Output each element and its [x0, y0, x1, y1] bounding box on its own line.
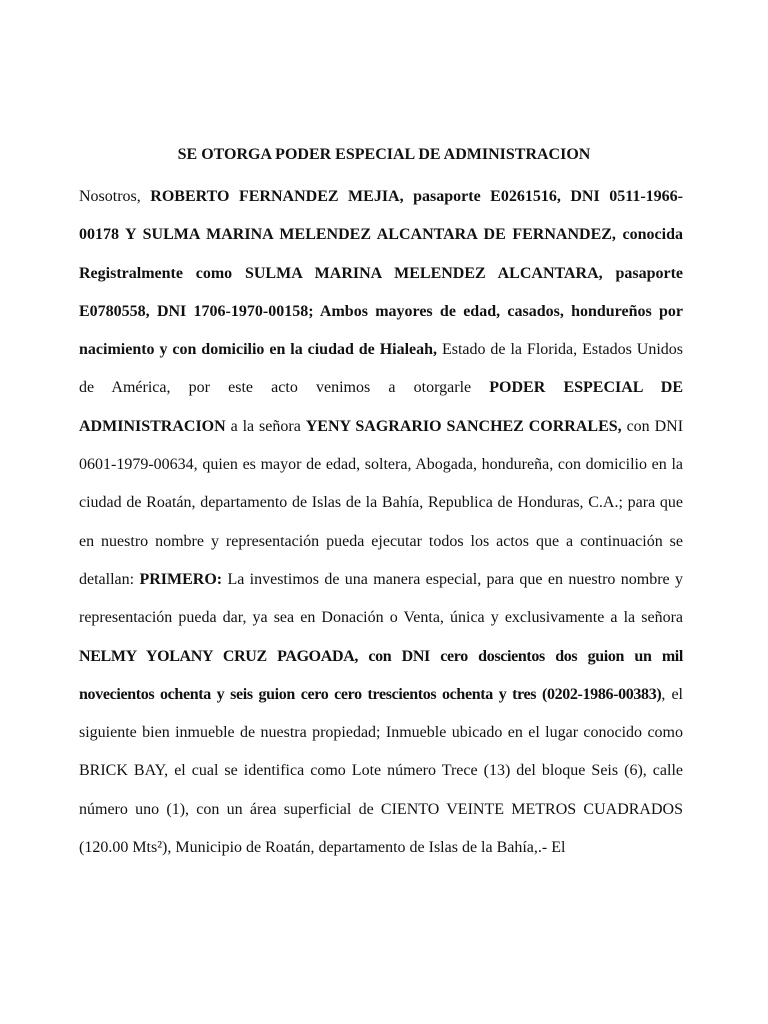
body-segment-intro: Nosotros, — [79, 188, 151, 205]
body-segment-residence: Estado de la Florida, Estados Unidos de América, por este acto venimos a otorgarle — [79, 341, 683, 397]
body-segment-grantors: ROBERTO FERNANDEZ MEJIA, pasaporte E0261516, DNI 0511-1966-00178 Y SULMA MARINA MELENDEZ ALCANTARA DE FERNANDEZ, conocida Registralmente como SULMA MARINA MELENDEZ ALCANTARA, pasaporte E0780558, DNI 1706-1970-00158; Ambos mayores de edad, casados, hondureños por nacimiento y con domicilio en la ciudad de Hialeah, — [79, 188, 683, 359]
body-segment-primero-text: La investimos de una manera especial, para que en nuestro nombre y representación pueda dar, ya sea en Donación o Venta, única y exclusivamente a la señora — [79, 570, 683, 627]
document-body-paragraph — [79, 178, 683, 867]
body-segment-beneficiary: NELMY YOLANY CRUZ PAGOADA, con DNI cero doscientos dos guion un mil novecientos ochenta y seis guion cero cero trescientos ochenta y tres (0202-1986-00383) — [79, 647, 683, 703]
body-segment-attorney-details: con DNI 0601-1979-00634, quien es mayor de edad, soltera, Abogada, hondureña, con domicilio en la ciudad de Roatán, departamento de Islas de la Bahía, Republica de Honduras, C.A.; para que en nuestro nombre y representación pueda ejecutar todos los actos que a continuación se detallan: — [79, 417, 684, 588]
body-segment-to-lady: a la señora — [225, 417, 306, 435]
body-segment-attorney-name: YENY SAGRARIO SANCHEZ CORRALES, — [305, 417, 622, 435]
body-segment-primero-heading: PRIMERO: — [139, 570, 223, 588]
body-segment-power-type: PODER ESPECIAL DE ADMINISTRACION — [79, 379, 683, 435]
body-segment-property: , el siguiente bien inmueble de nuestra propiedad; Inmueble ubicado en el lugar conocido como BRICK BAY, el cual se identifica como Lote número Trece (13) del bloque Seis (6), calle número uno (1), con un área superficial de CIENTO VEINTE METROS CUADRADOS (120.00 Mts²), Municipio de Roatán, departamento de Islas de la Bahía,.- El — [79, 685, 684, 857]
document-title: SE OTORGA PODER ESPECIAL DE ADMINISTRACION — [177, 146, 591, 163]
